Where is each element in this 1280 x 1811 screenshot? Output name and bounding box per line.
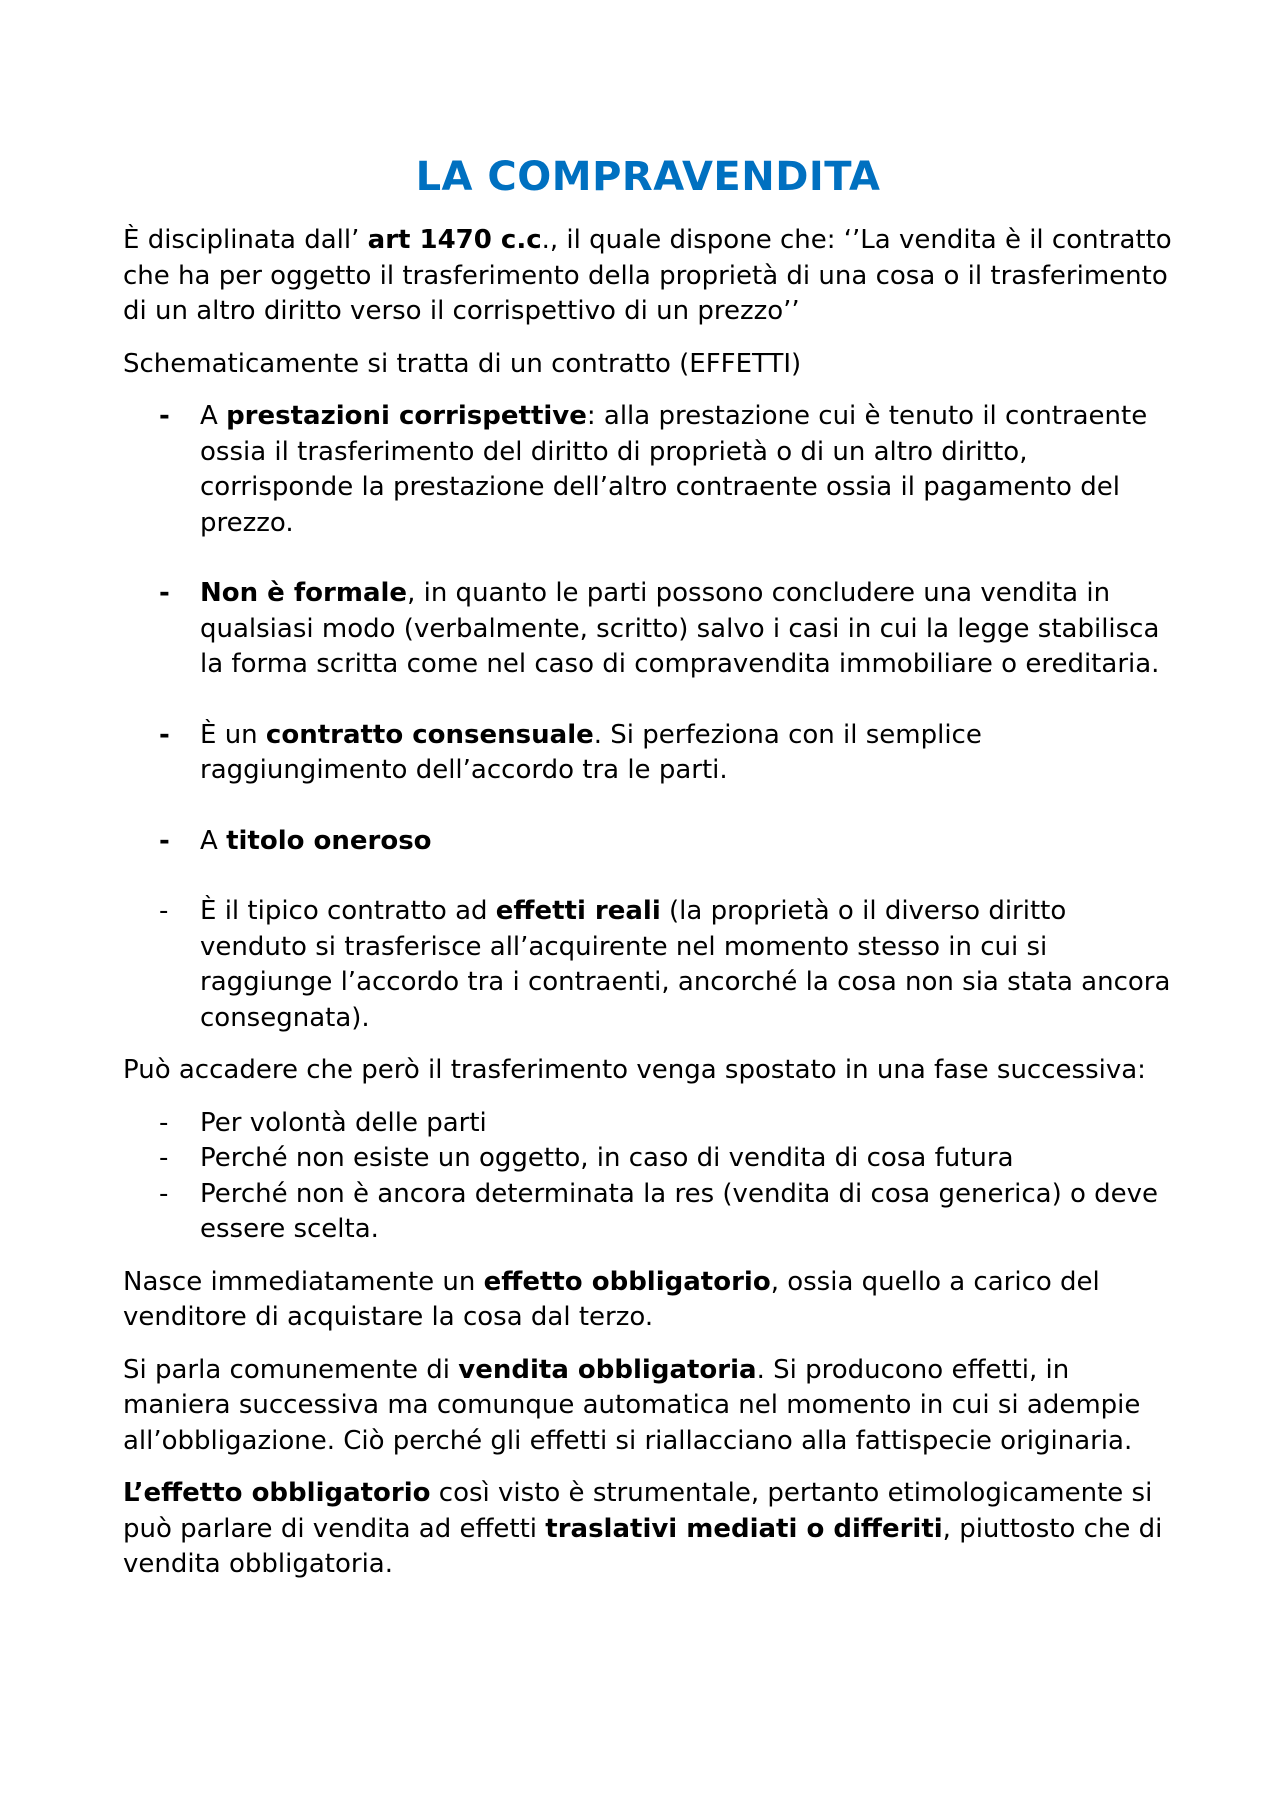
final-paragraph [123, 1476, 1173, 1583]
feature-text: , in quanto le parti possono concludere una vendita in qualsiasi modo (verbalmente, scritto) salvo i casi in cui la legge stabilisca la forma scritta come nel caso di compravendita immobiliare o ereditaria. [200, 578, 1160, 679]
obligation-text: , ossia quello a carico del venditore di acquistare la cosa dal terzo. [123, 1266, 1100, 1332]
deferred-intro-paragraph: Può accadere che però il trasferimento venga spostato in una fase successiva: [123, 1055, 1146, 1085]
schema-paragraph: Schematicamente si tratta di un contratto (EFFETTI) [123, 348, 802, 379]
feature-text: A [200, 401, 227, 431]
obligation-bold: effetto obbligatorio [483, 1266, 771, 1297]
sale-text: Si parla comunemente di [123, 1354, 459, 1385]
feature-text: È il tipico contratto ad [200, 896, 496, 926]
obligation-text: Nasce immediatamente un [123, 1266, 484, 1297]
dash-marker: - [159, 1178, 169, 1209]
dash-marker: - [159, 825, 170, 856]
features-list [123, 399, 1173, 1036]
sale-text: . Si producono effetti, in maniera successiva ma comunque automatica nel momento in cui si adempie all’obbligazione. Ciò perché gli effetti si riallacciano alla fattispecie originaria. [123, 1354, 1141, 1456]
list-item [123, 399, 1173, 541]
intro-paragraph [123, 223, 1173, 330]
final-bold: traslativi mediati o differiti [545, 1513, 943, 1544]
final-bold: L’effetto obbligatorio [123, 1478, 431, 1508]
feature-text: : alla prestazione cui è tenuto il contraente ossia il trasferimento del diritto di proprietà o di un altro diritto, corrisponde la prestazione dell’altro contraente ossia il pagamento del prezzo. [200, 401, 1148, 538]
list-item [123, 1106, 1173, 1142]
feature-bold: Non è formale [200, 578, 408, 608]
list-item [123, 894, 1173, 1036]
list-item [123, 824, 1173, 860]
dash-marker: - [159, 896, 169, 926]
list-item [123, 1141, 1173, 1177]
feature-bold: effetti reali [495, 896, 661, 926]
intro-article-ref: art 1470 c.c [367, 225, 542, 255]
dash-marker: - [159, 1107, 169, 1138]
reason-text: Perché non è ancora determinata la res (vendita di cosa generica) o deve essere scelta. [200, 1178, 1159, 1244]
obligation-paragraph [123, 1265, 1173, 1336]
list-item [123, 1177, 1173, 1248]
sale-bold: vendita obbligatoria [458, 1354, 757, 1385]
reason-text: Perché non esiste un oggetto, in caso di vendita di cosa futura [200, 1143, 1014, 1173]
feature-bold: contratto consensuale [265, 719, 594, 750]
sale-paragraph [123, 1353, 1173, 1460]
feature-text: (la proprietà o il diverso diritto venduto si trasferisce all’acquirente nel momento stesso in cui si raggiunge l’accordo tra i contraenti, ancorché la cosa non sia stata ancora consegnata). [200, 896, 1171, 1033]
reasons-list [123, 1106, 1173, 1248]
list-item [123, 576, 1173, 683]
feature-text: A [200, 825, 227, 856]
list-item [123, 718, 1173, 789]
dash-marker: - [159, 1143, 169, 1173]
page-title: LA COMPRAVENDITA [415, 154, 881, 200]
dash-marker: - [159, 401, 170, 431]
final-text: , piuttosto che di vendita obbligatoria. [123, 1513, 1163, 1579]
dash-marker: - [159, 578, 170, 608]
reason-text: Per volontà delle parti [200, 1107, 487, 1138]
feature-bold: prestazioni corrispettive [226, 401, 587, 431]
document-body [123, 223, 1173, 1600]
feature-text: . Si perfeziona con il semplice raggiungimento dell’accordo tra le parti. [200, 719, 982, 785]
feature-text: È un [200, 719, 266, 750]
intro-quote: ., il quale dispone che: ‘’La vendita è il contratto che ha per oggetto il trasferimento della proprietà di una cosa o il trasferimento di un altro diritto verso il corrispettivo di un prezzo’’ [123, 225, 1172, 326]
final-text: così visto è strumentale, pertanto etimologicamente si può parlare di vendita ad effetti [123, 1478, 1153, 1544]
intro-text: È disciplinata dall’ [123, 225, 368, 255]
feature-bold: titolo oneroso [226, 825, 432, 856]
dash-marker: - [159, 719, 170, 750]
